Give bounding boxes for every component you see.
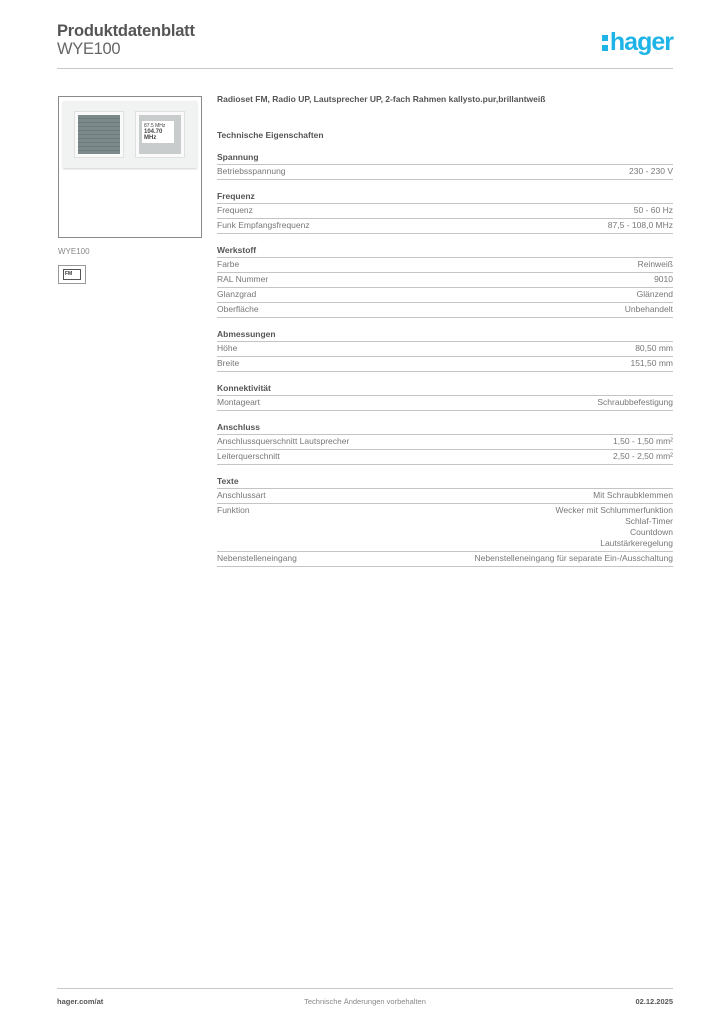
document-title: Produktdatenblatt: [57, 22, 195, 40]
header-divider: [57, 68, 673, 69]
image-caption: WYE100: [58, 247, 90, 256]
spec-value: 9010: [654, 274, 673, 284]
fm-label: FM: [63, 269, 81, 280]
spec-row: [217, 165, 673, 180]
group-title: Texte: [217, 476, 673, 489]
spec-group-abmessungen: [217, 329, 673, 372]
spec-group-werkstoff: [217, 245, 673, 318]
spec-value: 50 - 60 Hz: [633, 205, 673, 215]
spec-value: Mit Schraubklemmen: [593, 490, 673, 500]
group-title: Abmessungen: [217, 329, 673, 342]
spec-group-frequenz: [217, 191, 673, 234]
spec-label: Höhe: [217, 343, 238, 353]
spec-value-line: Lautstärkeregelung: [600, 538, 673, 548]
spec-row: [217, 219, 673, 234]
speaker-module: [74, 111, 124, 158]
spec-value-multiline: [556, 505, 673, 549]
logo-text: hager: [609, 28, 673, 56]
spec-label: Glanzgrad: [217, 289, 257, 299]
disclaimer: Technische Änderungen vorbehalten: [304, 997, 426, 1006]
spec-label: Betriebsspannung: [217, 166, 286, 176]
spec-row: [217, 288, 673, 303]
spec-label: Breite: [217, 358, 240, 368]
spec-label: RAL Nummer: [217, 274, 269, 284]
group-title: Konnektivität: [217, 383, 673, 396]
spec-value: 230 - 230 V: [629, 166, 673, 176]
logo-colon-icon: [602, 35, 608, 51]
spec-label: Frequenz: [217, 205, 253, 215]
spec-row: [217, 204, 673, 219]
spec-label: Funktion: [217, 505, 250, 515]
spec-label: Funk Empfangsfrequenz: [217, 220, 310, 230]
radio-module: [135, 111, 185, 158]
website-link[interactable]: hager.com/at: [57, 997, 104, 1006]
group-title: Frequenz: [217, 191, 673, 204]
radio-display-frequency: 104.70 MHz: [144, 129, 163, 141]
spec-label: Anschlussquerschnitt Lautsprecher: [217, 436, 350, 446]
radio-display: [142, 121, 174, 143]
group-title: Anschluss: [217, 422, 673, 435]
spec-label: Leiterquerschnitt: [217, 451, 280, 461]
document-header: [57, 20, 673, 70]
group-title: Spannung: [217, 152, 673, 165]
spec-group-anschluss: [217, 422, 673, 465]
spec-row: [217, 489, 673, 504]
spec-value-line: Countdown: [629, 527, 673, 537]
specs-heading: Technische Eigenschaften: [217, 130, 324, 140]
spec-label: Farbe: [217, 259, 240, 269]
spec-group-konnektivitaet: [217, 383, 673, 411]
product-number: WYE100: [57, 40, 121, 58]
spec-row: [217, 303, 673, 318]
document-date: 02.12.2025: [635, 997, 673, 1006]
spec-value: Nebenstelleneingang für separate Ein-/Ausschaltung: [474, 553, 673, 563]
spec-row: [217, 342, 673, 357]
spec-row: [217, 435, 673, 450]
spec-value: 2,50 - 2,50 mm²: [613, 451, 673, 461]
spec-value: 87,5 - 108,0 MHz: [607, 220, 673, 230]
spec-value: Schraubbefestigung: [597, 397, 673, 407]
spec-label: Anschlussart: [217, 490, 266, 500]
spec-group-spannung: [217, 152, 673, 180]
spec-row: [217, 450, 673, 465]
radio-display-line: 87.5 MHz: [144, 123, 166, 129]
spec-content: [217, 94, 673, 578]
speaker-grille: [78, 115, 120, 154]
product-description: Radioset FM, Radio UP, Lautsprecher UP, 2-fach Rahmen kallysto.pur,brillantweiß: [217, 94, 546, 104]
spec-value: Glänzend: [636, 289, 673, 299]
spec-label: Nebenstelleneingang: [217, 553, 297, 563]
double-frame: [63, 101, 197, 168]
spec-row: [217, 258, 673, 273]
group-title: Werkstoff: [217, 245, 673, 258]
fm-radio-icon: [58, 265, 86, 284]
product-image: [58, 96, 202, 238]
spec-row: [217, 357, 673, 372]
spec-row: [217, 552, 673, 567]
spec-value: 80,50 mm: [635, 343, 673, 353]
spec-group-texte: [217, 476, 673, 567]
spec-value: 1,50 - 1,50 mm²: [613, 436, 673, 446]
spec-row: [217, 396, 673, 411]
spec-value: 151,50 mm: [630, 358, 673, 368]
spec-value-line: Wecker mit Schlummerfunktion: [555, 505, 673, 515]
spec-label: Montageart: [217, 397, 260, 407]
hager-logo: [602, 28, 673, 57]
footer-divider: [57, 988, 673, 989]
spec-value: Reinweiß: [637, 259, 673, 269]
spec-value: Unbehandelt: [624, 304, 673, 314]
spec-row: [217, 273, 673, 288]
spec-row: [217, 504, 673, 552]
spec-value-line: Schlaf-Timer: [625, 516, 673, 526]
spec-label: Oberfläche: [217, 304, 259, 314]
product-sidebar: [58, 96, 202, 284]
